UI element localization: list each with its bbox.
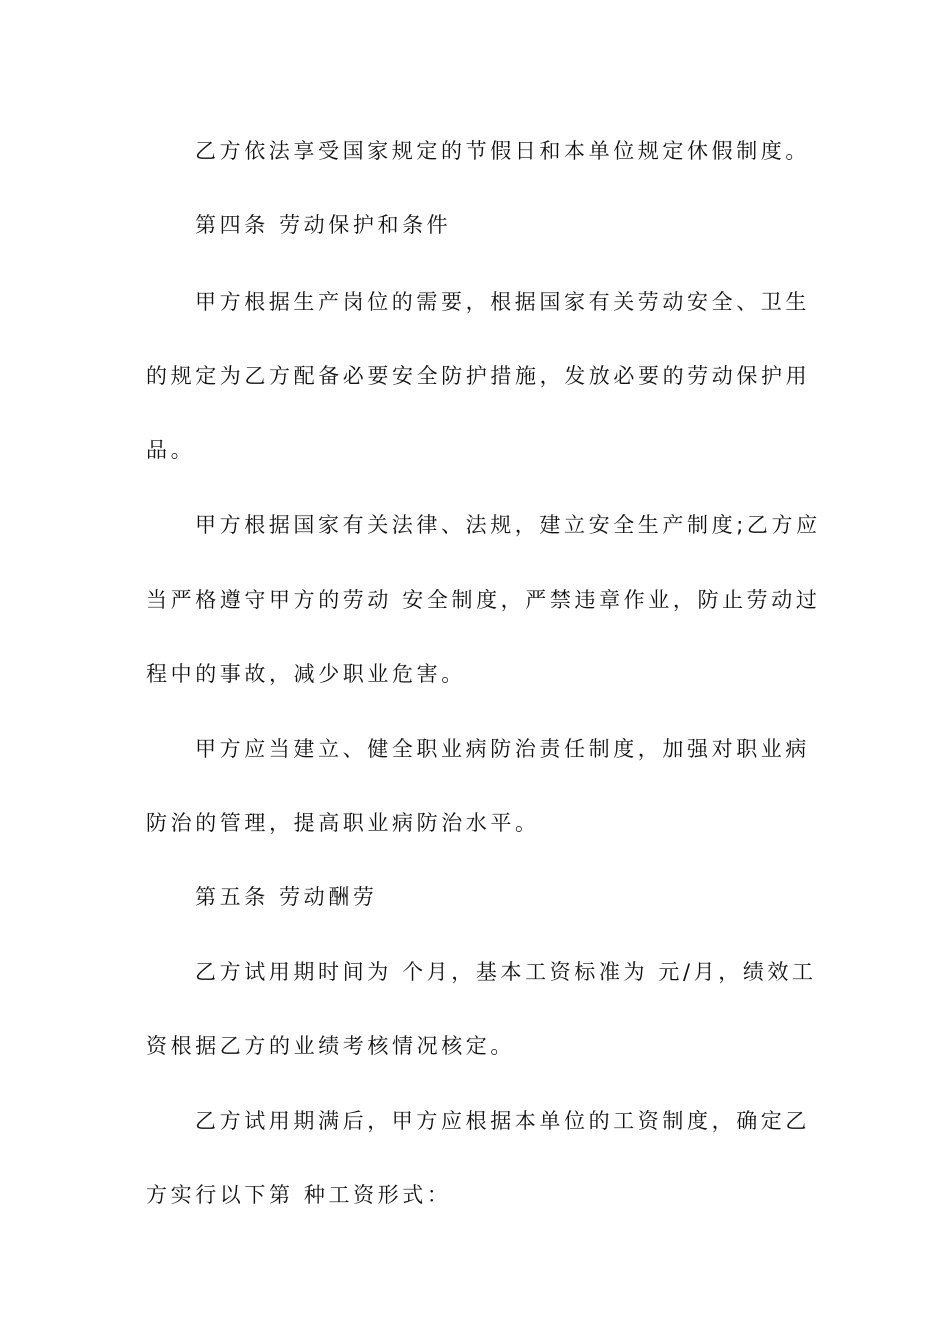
paragraph-line: 资根据乙方的业绩考核情况核定。 — [146, 1034, 515, 1058]
paragraph-line: 当严格遵守甲方的劳动 安全制度，严禁违章作业，防止劳动过 — [146, 588, 821, 612]
paragraph-line: 防治的管理，提高职业病防治水平。 — [146, 811, 540, 835]
section-heading: 第五条 劳动酬劳 — [195, 885, 378, 909]
paragraph-line: 乙方试用期时间为 个月，基本工资标准为 元/月，绩效工 — [195, 960, 817, 984]
paragraph-line: 品。 — [146, 438, 196, 462]
paragraph-line: 甲方应当建立、健全职业病防治责任制度，加强对职业病 — [195, 737, 810, 761]
paragraph-line: 乙方试用期满后，甲方应根据本单位的工资制度，确定乙 — [195, 1109, 810, 1133]
paragraph-line: 甲方根据生产岗位的需要，根据国家有关劳动安全、卫生 — [195, 290, 810, 314]
paragraph-line: 的规定为乙方配备必要安全防护措施，发放必要的劳动保护用 — [146, 364, 811, 388]
paragraph-line: 方实行以下第 种工资形式： — [146, 1183, 452, 1207]
paragraph-line: 乙方依法享受国家规定的节假日和本单位规定休假制度。 — [195, 139, 810, 163]
paragraph-line: 甲方根据国家有关法律、法规，建立安全生产制度;乙方应 — [195, 513, 821, 537]
section-heading: 第四条 劳动保护和条件 — [195, 213, 452, 237]
paragraph-line: 程中的事故，减少职业危害。 — [146, 662, 466, 686]
